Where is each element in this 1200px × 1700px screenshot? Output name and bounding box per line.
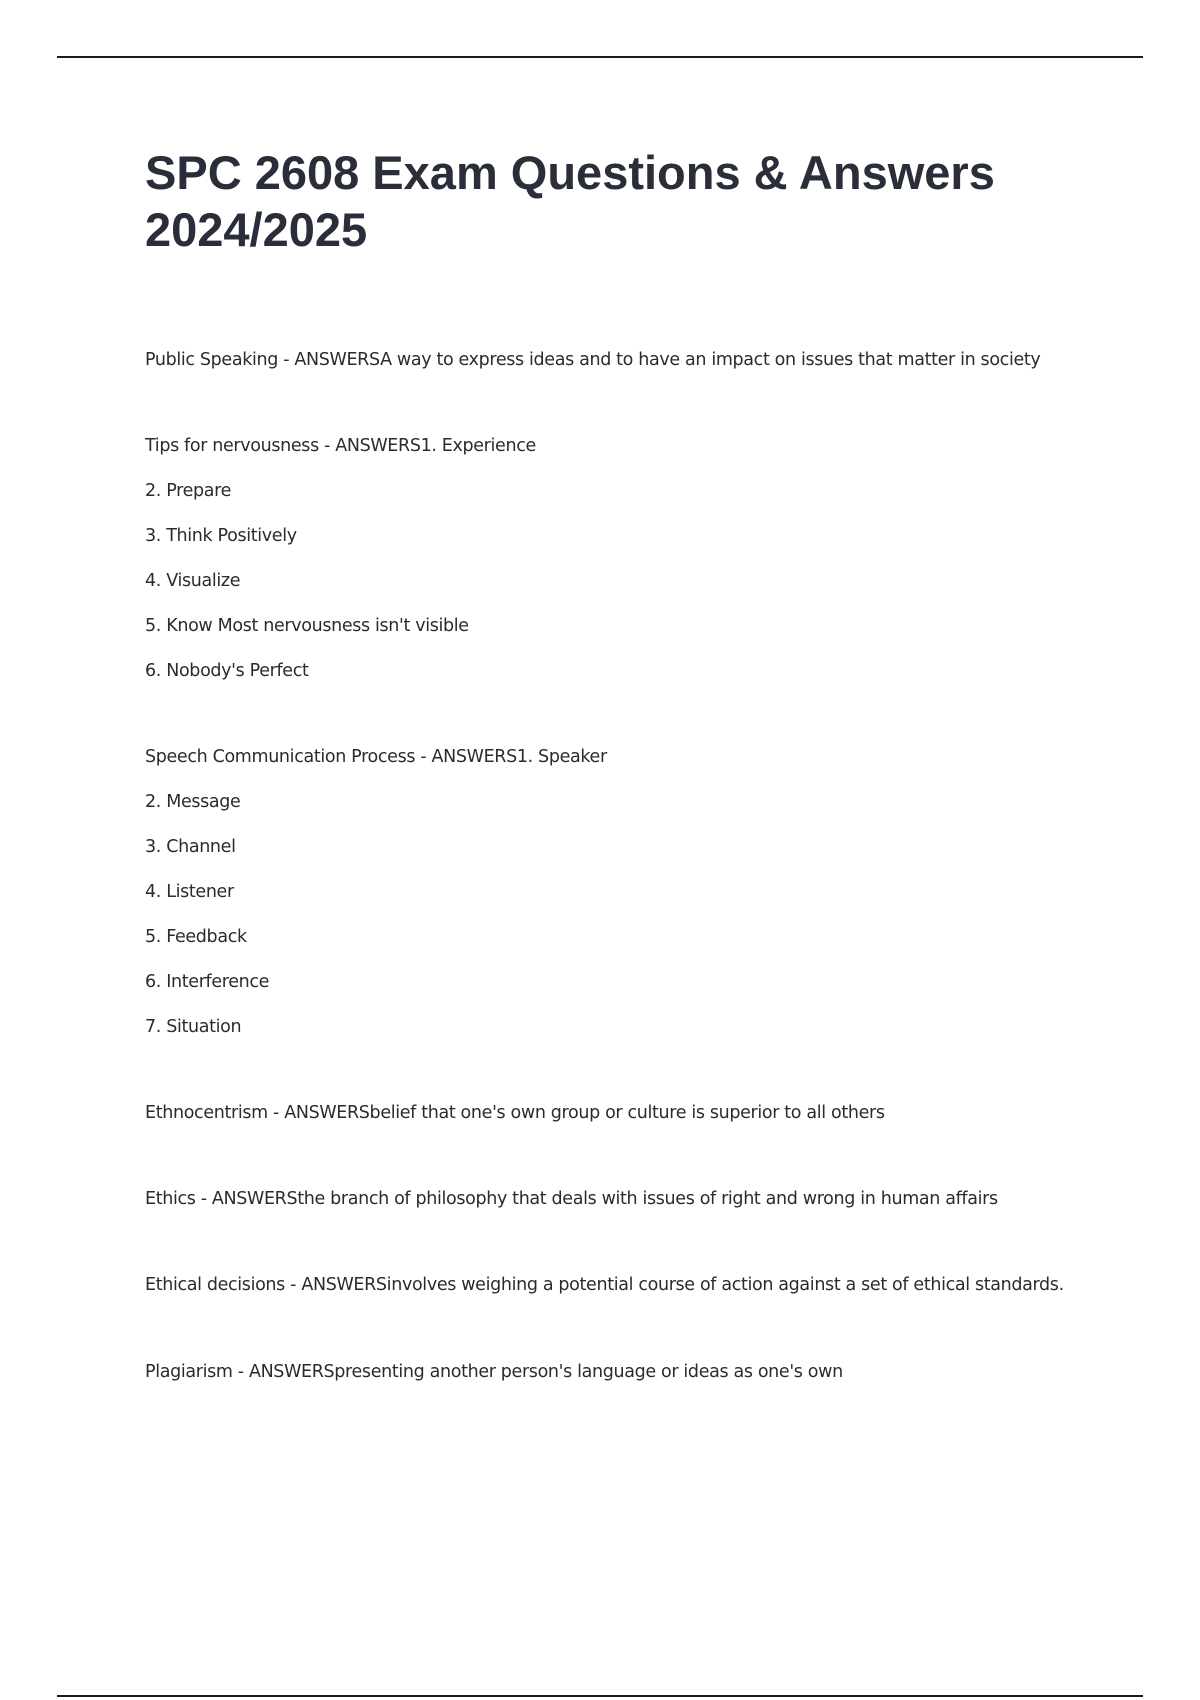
qa-entry-ethical-decisions [145, 1271, 1095, 1300]
qa-entry-tips-for-nervousness [145, 432, 1095, 685]
qa-line: 3. Channel [145, 837, 236, 857]
qa-line: 5. Feedback [145, 927, 247, 947]
qa-entry-ethnocentrism [145, 1099, 1095, 1127]
qa-line: Ethics - ANSWERSthe branch of philosophy that deals with issues of right and wrong in human affairs [145, 1189, 998, 1209]
qa-list [145, 346, 1095, 1444]
bottom-divider [57, 1695, 1143, 1697]
qa-line: Plagiarism - ANSWERSpresenting another person's language or ideas as one's own [145, 1362, 843, 1382]
qa-line: Ethnocentrism - ANSWERSbelief that one's own group or culture is superior to all others [145, 1103, 885, 1123]
qa-entry-public-speaking [145, 346, 1095, 374]
top-divider [57, 56, 1143, 58]
document-title: SPC 2608 Exam Questions & Answers 2024/2025 [145, 146, 995, 256]
qa-line: 3. Think Positively [145, 526, 297, 546]
qa-line: 6. Nobody's Perfect [145, 661, 309, 681]
qa-line: 6. Interference [145, 972, 270, 992]
qa-line: 5. Know Most nervousness isn't visible [145, 616, 469, 636]
qa-line: 7. Situation [145, 1017, 242, 1037]
qa-line: 2. Message [145, 792, 241, 812]
qa-line: Public Speaking - ANSWERSA way to express ideas and to have an impact on issues that matter in society [145, 350, 1041, 370]
qa-line: Tips for nervousness - ANSWERS1. Experience [145, 436, 536, 456]
qa-entry-speech-communication-process [145, 743, 1095, 1041]
qa-line: Speech Communication Process - ANSWERS1. Speaker [145, 747, 607, 767]
qa-line: 4. Listener [145, 882, 234, 902]
qa-entry-plagiarism [145, 1358, 1095, 1386]
qa-line: 4. Visualize [145, 571, 241, 591]
qa-line: 2. Prepare [145, 481, 231, 501]
qa-entry-ethics [145, 1185, 1095, 1213]
qa-line: Ethical decisions - ANSWERSinvolves weighing a potential course of action against a set of ethical standards. [145, 1275, 1064, 1295]
